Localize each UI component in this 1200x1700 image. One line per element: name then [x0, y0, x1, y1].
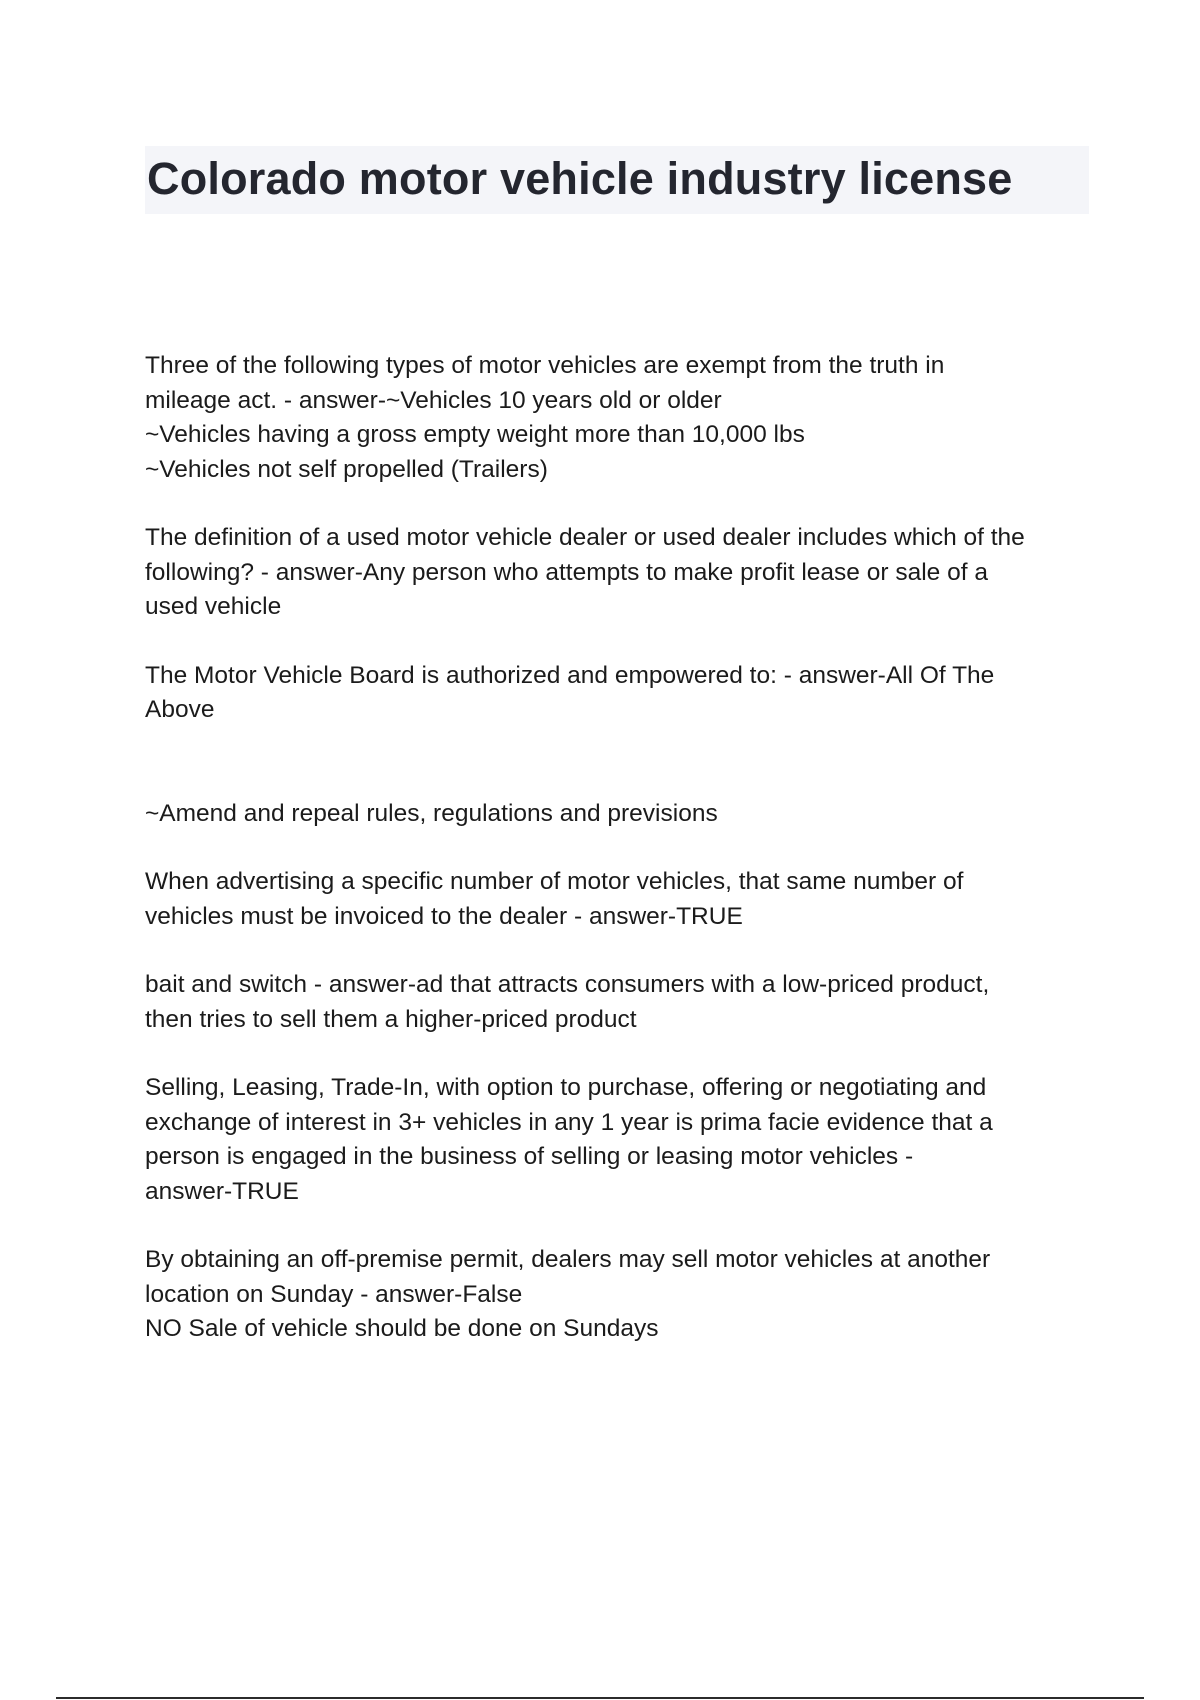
- text-line: person is engaged in the business of selling or leasing motor vehicles -: [145, 1143, 914, 1170]
- qa-block-1: [145, 349, 1095, 487]
- text-line: mileage act. - answer-~Vehicles 10 years old or older: [145, 386, 722, 414]
- title-banner: [145, 146, 1089, 214]
- qa-content: [145, 349, 1095, 1347]
- text-line: location on Sunday - answer-False: [145, 1280, 523, 1308]
- page-bottom-divider: [56, 1697, 1144, 1699]
- text-line: exchange of interest in 3+ vehicles in any 1 year is prima facie evidence that a: [145, 1108, 993, 1136]
- qa-block-6: [145, 968, 1095, 1037]
- text-line: vehicles must be invoiced to the dealer - answer-TRUE: [145, 902, 743, 930]
- qa-block-4: [145, 797, 1095, 832]
- text-line: When advertising a specific number of motor vehicles, that same number of: [145, 868, 964, 895]
- text-line: By obtaining an off-premise permit, dealers may sell motor vehicles at another: [145, 1246, 991, 1273]
- text-line: following? - answer-Any person who attempts to make profit lease or sale of a: [145, 558, 988, 586]
- text-line: then tries to sell them a higher-priced product: [145, 1005, 637, 1033]
- text-line: The Motor Vehicle Board is authorized and empowered to: - answer-All Of The: [145, 661, 995, 689]
- text-line: NO Sale of vehicle should be done on Sundays: [145, 1315, 659, 1342]
- text-line: Selling, Leasing, Trade-In, with option to purchase, offering or negotiating and: [145, 1074, 987, 1101]
- qa-block-5: [145, 865, 1095, 934]
- text-line: Three of the following types of motor vehicles are exempt from the truth in: [145, 352, 945, 379]
- text-line: used vehicle: [145, 593, 282, 620]
- text-line: Above: [145, 696, 215, 723]
- page-title: Colorado motor vehicle industry license: [147, 153, 1013, 204]
- text-line: ~Vehicles having a gross empty weight more than 10,000 lbs: [145, 421, 805, 448]
- qa-block-8: [145, 1243, 1095, 1347]
- text-line: answer-TRUE: [145, 1177, 299, 1205]
- qa-block-3: [145, 659, 1095, 728]
- text-line: The definition of a used motor vehicle dealer or used dealer includes which of the: [145, 524, 1025, 551]
- qa-block-2: [145, 521, 1095, 625]
- text-line: ~Amend and repeal rules, regulations and previsions: [145, 799, 718, 827]
- qa-block-7: [145, 1071, 1095, 1209]
- text-line: bait and switch - answer-ad that attracts consumers with a low-priced product,: [145, 971, 990, 998]
- text-line: ~Vehicles not self propelled (Trailers): [145, 455, 548, 483]
